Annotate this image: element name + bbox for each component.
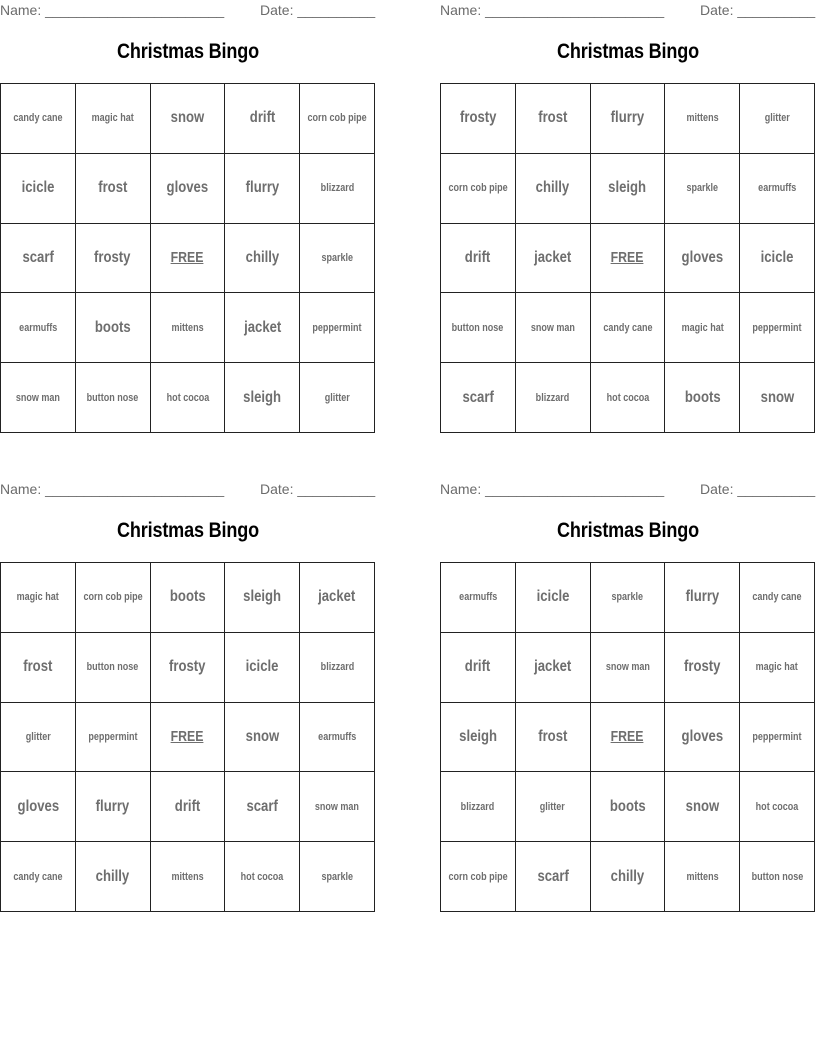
bingo-cell-word: peppermint <box>88 730 138 743</box>
bingo-cell[interactable] <box>740 842 815 912</box>
bingo-cell-word: boots <box>169 588 206 606</box>
bingo-cell-word: gloves <box>681 248 724 266</box>
bingo-cell[interactable] <box>516 84 591 154</box>
bingo-cell-word: gloves <box>17 797 59 815</box>
date-field-label: Date: __________ <box>260 2 376 18</box>
bingo-cell[interactable] <box>151 633 226 703</box>
bingo-cell[interactable] <box>441 633 516 703</box>
bingo-cell-word: jacket <box>243 318 281 336</box>
bingo-cell-word: sparkle <box>611 591 644 604</box>
bingo-cell[interactable] <box>740 154 815 224</box>
bingo-cell-word: glitter <box>764 112 790 125</box>
bingo-cell[interactable] <box>665 224 740 294</box>
bingo-cell-word: sparkle <box>321 870 353 883</box>
card-title: Christmas Bingo <box>557 40 699 63</box>
bingo-cell-word: earmuffs <box>318 730 357 743</box>
bingo-cell-word: FREE <box>611 728 644 746</box>
bingo-cell[interactable] <box>591 772 666 842</box>
bingo-cell-word: icicle <box>536 588 570 606</box>
bingo-cell[interactable] <box>1 772 76 842</box>
bingo-cell[interactable] <box>225 772 300 842</box>
card-title: Christmas Bingo <box>557 519 699 542</box>
bingo-cell[interactable] <box>225 633 300 703</box>
bingo-cell-word: corn cob pipe <box>307 112 367 125</box>
bingo-cell-word: hot cocoa <box>755 800 799 813</box>
bingo-cell-word: sparkle <box>321 251 353 264</box>
bingo-cell-word: peppermint <box>312 321 362 334</box>
bingo-cell[interactable] <box>225 224 300 294</box>
free-space-cell[interactable] <box>151 703 226 773</box>
card-header <box>0 481 376 499</box>
bingo-cell-word: sleigh <box>608 179 647 197</box>
bingo-cell-word: peppermint <box>752 321 802 334</box>
bingo-cell[interactable] <box>76 293 151 363</box>
bingo-cell[interactable] <box>665 363 740 433</box>
bingo-cell[interactable] <box>225 363 300 433</box>
bingo-cell-word: boots <box>609 797 646 815</box>
bingo-cell-word: button nose <box>751 870 803 883</box>
bingo-cell[interactable] <box>300 154 375 224</box>
bingo-cell[interactable] <box>591 84 666 154</box>
card-title: Christmas Bingo <box>117 519 259 542</box>
bingo-cell[interactable] <box>740 633 815 703</box>
bingo-cell-word: flurry <box>95 797 130 815</box>
name-field-label: Name: _______________________ <box>440 2 665 18</box>
bingo-cell-word: magic hat <box>681 321 724 334</box>
bingo-grid <box>440 83 815 433</box>
bingo-cell-word: icicle <box>245 658 279 676</box>
bingo-cell[interactable] <box>300 842 375 912</box>
bingo-cell-word: jacket <box>534 658 572 676</box>
bingo-cell[interactable] <box>76 633 151 703</box>
bingo-cell[interactable] <box>151 772 226 842</box>
bingo-cell-word: candy cane <box>752 591 802 604</box>
bingo-cell-word: snow man <box>605 661 650 674</box>
bingo-card <box>440 479 816 919</box>
bingo-cell-word: mittens <box>171 321 204 334</box>
bingo-cell-word: blizzard <box>461 800 495 813</box>
bingo-cell-word: frosty <box>459 109 497 127</box>
bingo-cell[interactable] <box>665 154 740 224</box>
bingo-cell[interactable] <box>591 842 666 912</box>
bingo-grid <box>440 562 815 912</box>
bingo-cell[interactable] <box>225 842 300 912</box>
bingo-cell-word: magic hat <box>91 112 134 125</box>
bingo-cell-word: mittens <box>686 870 719 883</box>
bingo-cell-word: FREE <box>171 249 204 267</box>
date-field-label: Date: __________ <box>260 481 376 497</box>
bingo-cell-word: magic hat <box>756 661 799 674</box>
bingo-cell-word: snow man <box>530 321 575 334</box>
bingo-cell[interactable] <box>740 363 815 433</box>
bingo-cell[interactable] <box>441 293 516 363</box>
bingo-cell[interactable] <box>591 563 666 633</box>
bingo-cell-word: magic hat <box>16 591 59 604</box>
bingo-cell[interactable] <box>76 842 151 912</box>
bingo-cell[interactable] <box>665 563 740 633</box>
bingo-cell-word: candy cane <box>602 321 653 334</box>
bingo-cell[interactable] <box>740 703 815 773</box>
bingo-cell[interactable] <box>225 293 300 363</box>
bingo-cell[interactable] <box>516 363 591 433</box>
bingo-cell[interactable] <box>300 772 375 842</box>
bingo-cell-word: glitter <box>324 391 350 404</box>
bingo-cell-word: mittens <box>686 112 719 125</box>
bingo-cell[interactable] <box>151 363 226 433</box>
bingo-cell-word: FREE <box>171 728 204 746</box>
bingo-cell[interactable] <box>76 772 151 842</box>
bingo-cell-word: gloves <box>681 727 724 745</box>
bingo-cell[interactable] <box>740 293 815 363</box>
bingo-cell[interactable] <box>516 703 591 773</box>
bingo-cell-word: scarf <box>462 388 494 406</box>
bingo-cell[interactable] <box>76 363 151 433</box>
bingo-cell-word: chilly <box>95 867 130 885</box>
bingo-cell-word: earmuffs <box>458 591 497 604</box>
bingo-cell-word: frosty <box>94 248 131 266</box>
bingo-cell[interactable] <box>665 772 740 842</box>
bingo-cell-word: glitter <box>540 800 566 813</box>
bingo-card <box>0 0 376 440</box>
bingo-cell-word: corn cob pipe <box>83 591 143 604</box>
bingo-cell-word: drift <box>465 658 491 676</box>
bingo-cell-word: frosty <box>684 658 721 676</box>
bingo-cell[interactable] <box>441 84 516 154</box>
bingo-cell[interactable] <box>1 224 76 294</box>
bingo-cell[interactable] <box>665 842 740 912</box>
bingo-cell-word: hot cocoa <box>240 870 284 883</box>
card-header <box>440 2 816 20</box>
bingo-card <box>440 0 816 440</box>
bingo-cell-word: glitter <box>25 730 51 743</box>
bingo-cell[interactable] <box>76 703 151 773</box>
bingo-cell-word: frosty <box>169 658 206 676</box>
bingo-cell[interactable] <box>441 154 516 224</box>
bingo-cell-word: candy cane <box>13 112 63 125</box>
bingo-cell-word: sleigh <box>458 727 497 745</box>
bingo-cell-word: gloves <box>166 179 209 197</box>
bingo-cell-word: icicle <box>760 248 794 266</box>
bingo-cell[interactable] <box>300 84 375 154</box>
bingo-cell[interactable] <box>740 563 815 633</box>
bingo-cell-word: snow <box>760 388 794 406</box>
bingo-cell[interactable] <box>740 772 815 842</box>
bingo-cell[interactable] <box>300 363 375 433</box>
name-field-label: Name: _______________________ <box>0 481 225 497</box>
bingo-grid <box>0 562 375 912</box>
bingo-cell[interactable] <box>151 842 226 912</box>
bingo-cell-word: button nose <box>86 661 139 674</box>
bingo-cell-word: snow <box>245 727 280 745</box>
bingo-cell[interactable] <box>151 293 226 363</box>
bingo-cell[interactable] <box>1 563 76 633</box>
bingo-cell[interactable] <box>1 293 76 363</box>
bingo-cell-word: blizzard <box>535 391 570 404</box>
bingo-cell-word: flurry <box>685 588 720 606</box>
bingo-cell-word: scarf <box>22 248 54 266</box>
bingo-cell-word: FREE <box>611 249 644 267</box>
free-space-cell[interactable] <box>151 224 226 294</box>
bingo-cell[interactable] <box>1 363 76 433</box>
free-space-cell[interactable] <box>591 224 666 294</box>
bingo-cell-word: drift <box>465 248 491 266</box>
bingo-cell-word: snow man <box>315 800 360 813</box>
bingo-cell[interactable] <box>300 633 375 703</box>
bingo-cell[interactable] <box>441 842 516 912</box>
bingo-cell[interactable] <box>225 84 300 154</box>
bingo-cell-word: chilly <box>535 179 570 197</box>
bingo-cell[interactable] <box>665 633 740 703</box>
bingo-cell-word: frost <box>538 109 568 127</box>
card-title: Christmas Bingo <box>117 40 259 63</box>
date-field-label: Date: __________ <box>700 2 816 18</box>
bingo-cell[interactable] <box>516 633 591 703</box>
bingo-cell-word: frost <box>23 658 53 676</box>
bingo-cell[interactable] <box>591 633 666 703</box>
bingo-cell[interactable] <box>665 703 740 773</box>
bingo-cell-word: snow man <box>15 391 60 404</box>
bingo-cell[interactable] <box>516 842 591 912</box>
bingo-cell-word: mittens <box>171 870 204 883</box>
bingo-cell[interactable] <box>151 84 226 154</box>
bingo-cell[interactable] <box>665 293 740 363</box>
card-header <box>0 2 376 20</box>
bingo-cell[interactable] <box>300 703 375 773</box>
name-field-label: Name: _______________________ <box>440 481 665 497</box>
bingo-cell-word: boots <box>94 318 131 336</box>
bingo-cell[interactable] <box>76 563 151 633</box>
bingo-cell-word: frost <box>538 727 568 745</box>
bingo-cell[interactable] <box>76 224 151 294</box>
card-header <box>440 481 816 499</box>
bingo-cell[interactable] <box>300 293 375 363</box>
bingo-cell-word: blizzard <box>320 661 354 674</box>
bingo-cell[interactable] <box>1 633 76 703</box>
bingo-cell[interactable] <box>300 563 375 633</box>
bingo-cell[interactable] <box>516 154 591 224</box>
bingo-cell-word: hot cocoa <box>166 391 209 404</box>
bingo-cell-word: snow <box>685 797 720 815</box>
bingo-cell[interactable] <box>591 363 666 433</box>
bingo-cell-word: button nose <box>86 391 139 404</box>
bingo-cell[interactable] <box>151 154 226 224</box>
bingo-cell[interactable] <box>441 772 516 842</box>
bingo-cell[interactable] <box>516 772 591 842</box>
bingo-cell-word: corn cob pipe <box>448 182 508 195</box>
bingo-cell[interactable] <box>441 703 516 773</box>
bingo-cell-word: hot cocoa <box>606 391 649 404</box>
bingo-cell-word: sleigh <box>243 388 282 406</box>
bingo-grid <box>0 83 375 433</box>
bingo-cell[interactable] <box>591 293 666 363</box>
bingo-cell[interactable] <box>1 84 76 154</box>
bingo-cell-word: chilly <box>610 867 645 885</box>
bingo-cell[interactable] <box>1 154 76 224</box>
bingo-cell-word: boots <box>684 388 721 406</box>
bingo-cell[interactable] <box>665 84 740 154</box>
bingo-cell-word: earmuffs <box>18 321 57 334</box>
bingo-cell[interactable] <box>225 563 300 633</box>
bingo-cell-word: snow <box>170 109 205 127</box>
bingo-cell[interactable] <box>76 84 151 154</box>
bingo-cell[interactable] <box>591 154 666 224</box>
bingo-cell-word: chilly <box>245 248 280 266</box>
bingo-cell[interactable] <box>151 563 226 633</box>
bingo-cell-word: peppermint <box>752 730 802 743</box>
free-space-cell[interactable] <box>591 703 666 773</box>
bingo-cell[interactable] <box>1 842 76 912</box>
bingo-cell[interactable] <box>76 154 151 224</box>
bingo-cell-word: drift <box>249 109 276 127</box>
bingo-cell[interactable] <box>516 293 591 363</box>
bingo-cell-word: flurry <box>245 179 280 197</box>
bingo-cell[interactable] <box>225 703 300 773</box>
bingo-cell-word: corn cob pipe <box>448 870 508 883</box>
date-field-label: Date: __________ <box>700 481 816 497</box>
bingo-cell-word: button nose <box>452 321 504 334</box>
bingo-cell-word: scarf <box>246 797 278 815</box>
bingo-cell-word: frost <box>98 179 128 197</box>
bingo-cell[interactable] <box>441 563 516 633</box>
bingo-cell-word: jacket <box>318 588 356 606</box>
bingo-cell[interactable] <box>740 84 815 154</box>
bingo-cell-word: icicle <box>21 179 55 197</box>
bingo-cell-word: flurry <box>610 109 645 127</box>
bingo-cell-word: scarf <box>537 867 569 885</box>
bingo-cell-word: candy cane <box>13 870 63 883</box>
bingo-cell[interactable] <box>225 154 300 224</box>
bingo-cell[interactable] <box>516 224 591 294</box>
name-field-label: Name: _______________________ <box>0 2 225 18</box>
bingo-cell[interactable] <box>300 224 375 294</box>
bingo-cell-word: sparkle <box>686 182 719 195</box>
bingo-cell-word: sleigh <box>243 588 282 606</box>
bingo-cell[interactable] <box>441 363 516 433</box>
bingo-card <box>0 479 376 919</box>
bingo-cell-word: blizzard <box>320 182 354 195</box>
bingo-cell[interactable] <box>516 563 591 633</box>
bingo-cell-word: earmuffs <box>758 182 797 195</box>
bingo-cell-word: jacket <box>534 248 572 266</box>
bingo-cell[interactable] <box>740 224 815 294</box>
bingo-cell[interactable] <box>441 224 516 294</box>
bingo-cell[interactable] <box>1 703 76 773</box>
bingo-cell-word: drift <box>174 797 201 815</box>
